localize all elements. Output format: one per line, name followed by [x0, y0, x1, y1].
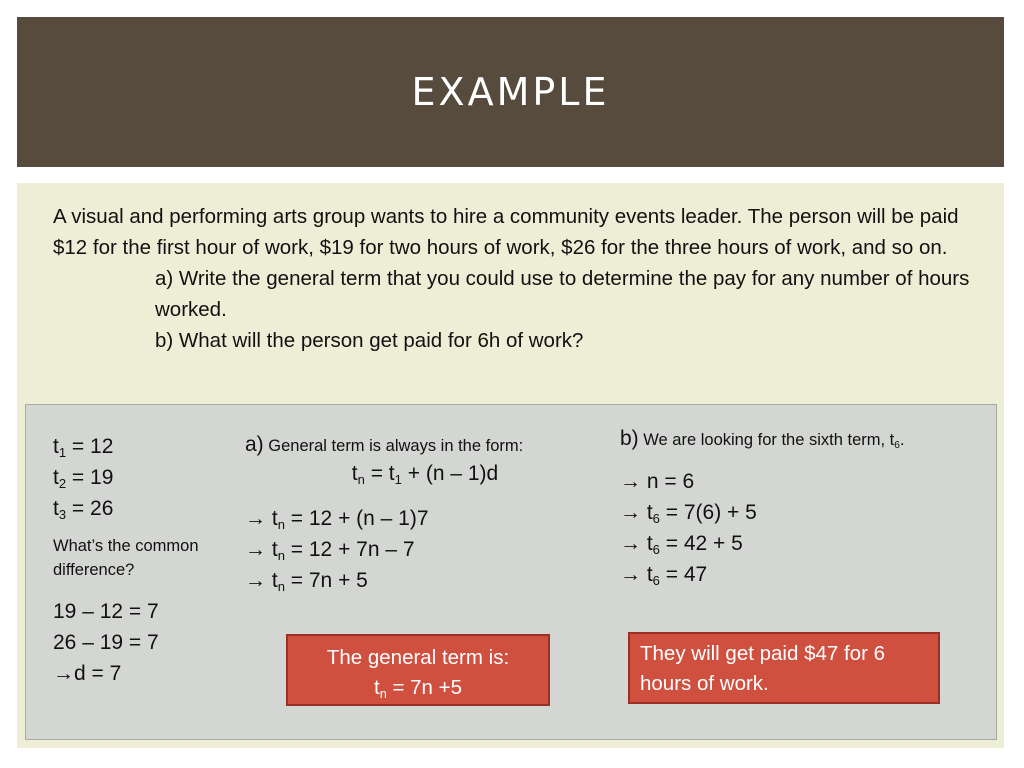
term-t3: $t_3 = 26$	[53, 497, 114, 522]
part-b-column	[620, 427, 990, 590]
step-b-2: → $t_6 = 7(6) + 5$	[620, 501, 757, 526]
part-a-column	[245, 433, 605, 596]
answer-formula: $t_n = 7n +5$	[373, 676, 462, 701]
content-area	[17, 183, 1004, 748]
term-t1: $t_1 = 12$	[53, 435, 114, 460]
step-a-3: → $t_n = 7n + 5$	[245, 569, 368, 594]
pay-answer-text: They will get paid $47 for 6 hours of work.	[640, 642, 885, 695]
general-form-formula: $t_n = t_1 + (n - 1)d$	[351, 462, 499, 487]
common-difference-question: What’s the common difference?	[53, 537, 199, 579]
arrow-icon: →	[245, 507, 266, 530]
arrow-icon: →	[245, 538, 266, 561]
arrow-icon: →	[620, 532, 641, 555]
term-t2: $t_2 = 19$	[53, 466, 114, 491]
arrow-icon: →	[620, 563, 641, 586]
title-bar	[17, 17, 1004, 167]
step-a-2: → $t_n = 12 + 7n - 7$	[245, 538, 415, 563]
step-b-1: → n = 6	[620, 470, 695, 493]
step-a-1: → $t_n = 12 + (n - 1)7$	[245, 507, 429, 532]
solution-panel	[25, 404, 997, 740]
step-b-4: → $t_6 = 47$	[620, 563, 708, 588]
arrow-icon: →	[53, 662, 74, 685]
question-a: a) Write the general term that you could use to determine the pay for any number of hours worked.	[155, 267, 970, 321]
pay-answer-box	[628, 632, 940, 704]
sixth-term-label: b) We are looking for the sixth term, $t_6$.	[620, 427, 905, 452]
arrow-icon: →	[245, 569, 266, 592]
answer-label: The general term is:	[326, 646, 510, 669]
arrow-icon: →	[620, 501, 641, 524]
step-b-3: → $t_6 = 42 + 5$	[620, 532, 743, 557]
difference-2: 26 – 19 = 7	[53, 631, 159, 654]
question-b: b) What will the person get paid for 6h of work?	[155, 329, 584, 352]
problem-statement	[53, 201, 983, 356]
general-term-answer-box	[286, 634, 550, 706]
general-form-label: a) General term is always in the form:	[245, 433, 524, 456]
terms-column	[53, 431, 248, 689]
arrow-icon: →	[620, 470, 641, 493]
difference-1: 19 – 12 = 7	[53, 600, 159, 623]
slide-title: EXAMPLE	[411, 70, 610, 114]
problem-paragraph: A visual and performing arts group wants to hire a community events leader. The person will be paid $12 for the first hour of work, $19 for two hours of work, $26 for the three hours of work, and so on.	[53, 205, 959, 259]
difference-result: →d = 7	[53, 662, 122, 685]
